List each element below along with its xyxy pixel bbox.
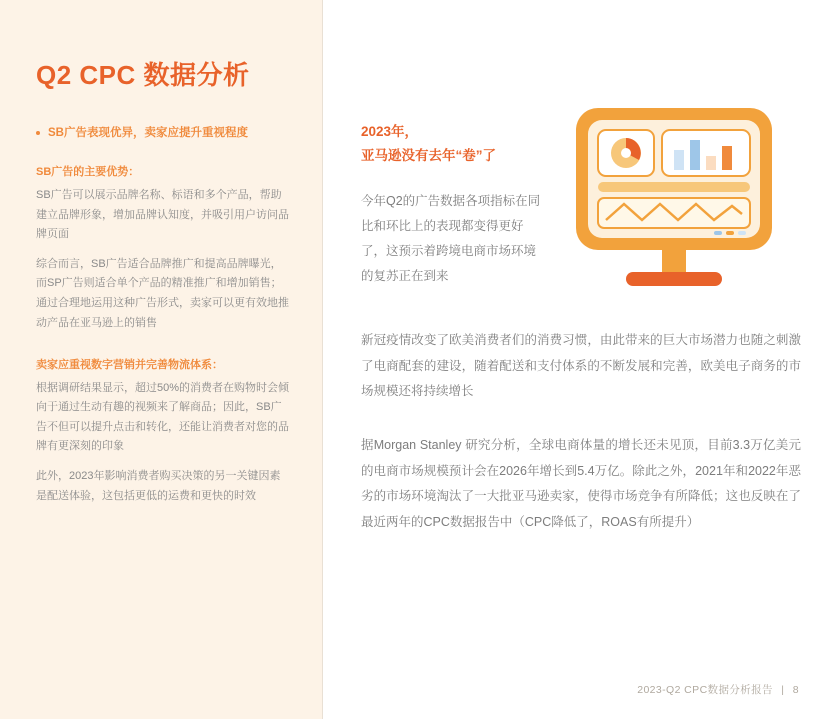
footer-separator: | xyxy=(781,684,785,696)
left-panel xyxy=(0,0,322,719)
right-top-row xyxy=(361,100,801,300)
footer-doc-title: 2023-Q2 CPC数据分析报告 xyxy=(637,684,773,696)
section-spacer xyxy=(36,343,290,357)
right-top-text-block xyxy=(361,100,541,289)
footer xyxy=(637,682,799,697)
page-title: Q2 CPC 数据分析 xyxy=(36,60,250,90)
key-point-bullet: SB广告表现优异，卖家应提升重视程度 xyxy=(36,125,290,142)
right-headline-line1: 2023年， xyxy=(361,124,419,139)
right-panel xyxy=(323,0,839,719)
section-body-advantages-1: SB广告可以展示品牌名称、标语和多个产品，帮助建立品牌形象，增加品牌认知度，并吸引用户访问品牌页面 xyxy=(36,189,289,241)
monitor-dashboard-icon xyxy=(564,100,784,300)
illustration-container xyxy=(541,100,801,300)
section-body-marketing-1: 根据调研结果显示，超过50%的消费者在购物时会倾向于通过生动有趣的视频来了解商品；因此，SB广告不但可以提升点击和转化，还能让消费者对您的品牌有更深刻的印象 xyxy=(36,381,290,453)
section-heading-advantages: SB广告的主要优势： xyxy=(36,166,140,179)
right-headline xyxy=(361,120,541,167)
footer-page-number: 8 xyxy=(792,684,799,696)
right-paragraph-1: 新冠疫情改变了欧美消费者们的消费习惯，由此带来的巨大市场潜力也随之刺激了电商配套的建设，随着配送和支付体系的不断发展和完善，欧美电子商务的市场规模还将持续增长 xyxy=(361,333,801,399)
right-paragraph-2: 据Morgan Stanley 研究分析，全球电商体量的增长还未见顶，目前3.3万亿美元的电商市场规模预计会在2026年增长到5.4万亿。除此之外，2021年和2022年恶劣的市场环境淘汰了一大批亚马逊卖家，使得市场竞争有所降低；这也反映在了最近两年的CPC数据报告中（CPC降低了，ROAS有所提升） xyxy=(361,437,801,529)
right-lead-text: 今年Q2的广告数据各项指标在同比和环比上的表现都变得更好了，这预示着跨境电商市场环境的复苏正在到来 xyxy=(361,194,541,284)
right-headline-line2: 亚马逊没有去年“卷”了 xyxy=(361,147,496,163)
section-heading-marketing: 卖家应重视数字营销并完善物流体系： xyxy=(36,359,223,372)
section-body-advantages-2: 综合而言，SB广告适合品牌推广和提高品牌曝光，而SP广告则适合单个产品的精准推广和增加销售；通过合理地运用这种广告形式，卖家可以更有效地推动产品在亚马逊上的销售 xyxy=(36,257,289,329)
section-body-marketing-2: 此外，2023年影响消费者购买决策的另一关键因素是配送体验，这包括更低的运费和更快的时效 xyxy=(36,469,281,502)
